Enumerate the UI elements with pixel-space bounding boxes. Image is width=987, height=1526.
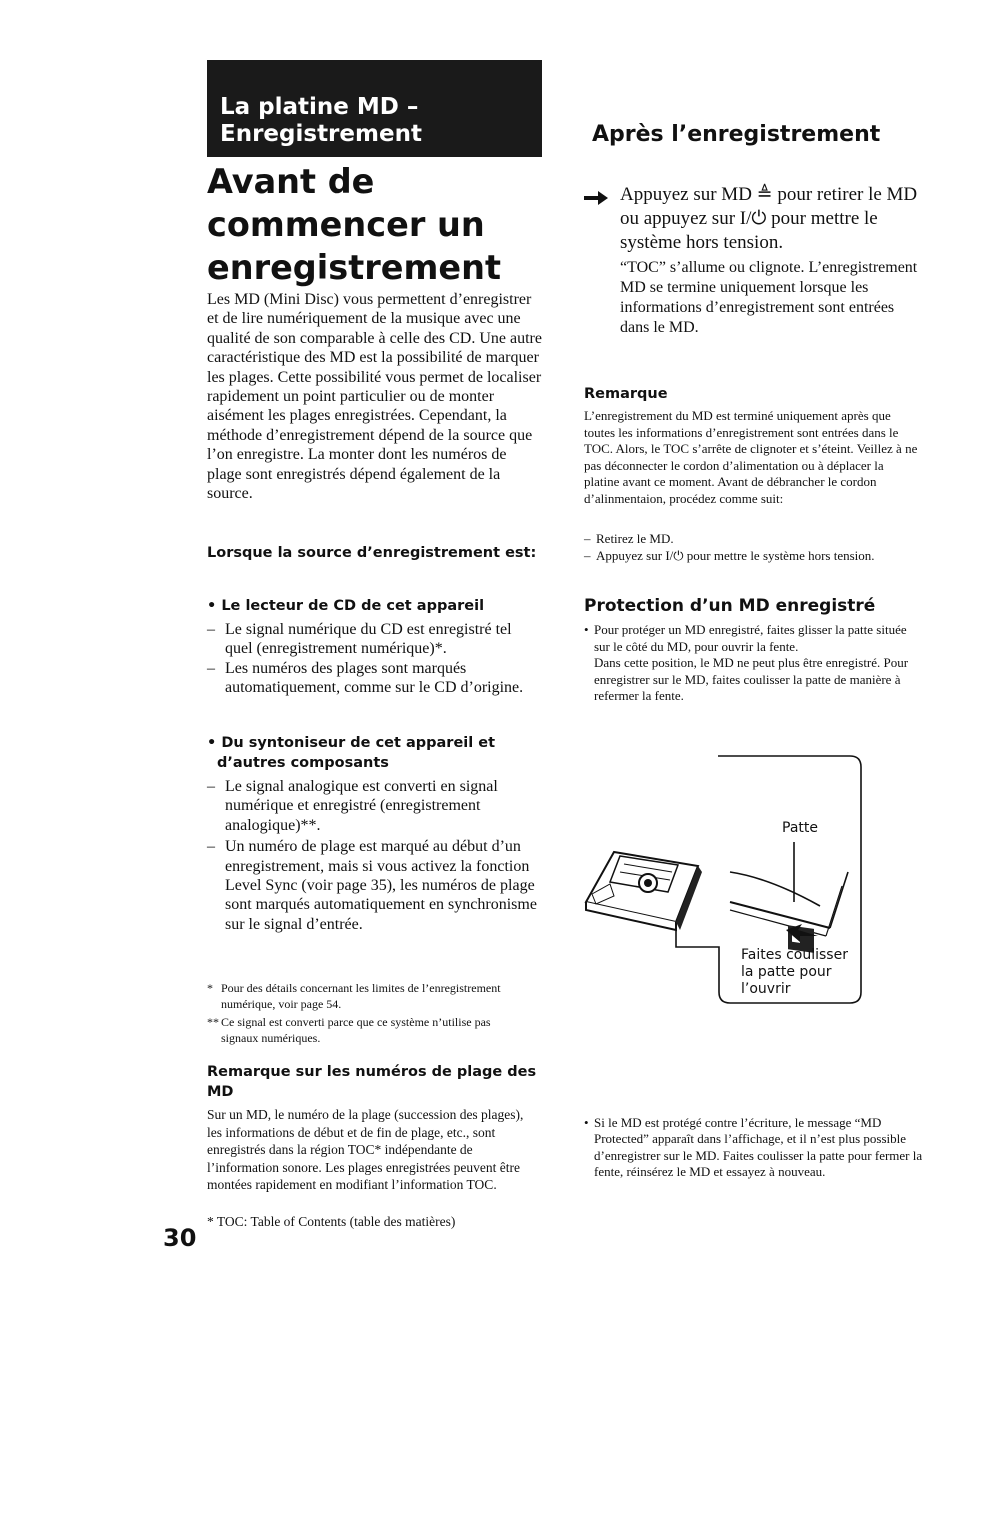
instruction-main bbox=[584, 183, 919, 255]
protect-bullet-1 bbox=[584, 622, 919, 705]
footnote bbox=[207, 980, 507, 1012]
footnote bbox=[207, 1014, 507, 1046]
section-title-line2: Enregistrement bbox=[220, 121, 422, 147]
tab-closeup bbox=[730, 842, 848, 953]
tuner-list bbox=[207, 777, 537, 934]
list-item: – Appuyez sur I/⏻ pour mettre le système hors tension. bbox=[584, 548, 914, 565]
remark-heading: Remarque bbox=[584, 386, 668, 402]
tuner-heading: • Du syntoniseur de cet appareil et d’autres composants bbox=[207, 735, 496, 771]
cd-list bbox=[207, 620, 537, 698]
remark-list bbox=[584, 531, 914, 564]
instruction-detail: “TOC” s’allume ou clignote. L’enregistrement MD se termine uniquement lorsque les informations d’enregistrement sont entrées dans le MD. bbox=[620, 259, 918, 336]
protect-heading: Protection d’un MD enregistré bbox=[584, 596, 876, 616]
intro-paragraph: Les MD (Mini Disc) vous permettent d’enregistrer et de lire numériquement de la musique avec une qualité de son comparable à celle des CD. Une autre caractéristique des MD est la possibilité de marquer les plages. Cette possibilité vous permet de localiser rapidement un point particulier ou de monter aisément les plages enregistrées. Cependant, la méthode d’enregistrement dépend de la source que l’on enregistre. La monter dont les numéros de plage sont enregistrés dépend également de la source. bbox=[207, 291, 542, 503]
toc-note: * TOC: Table of Contents (table des matières) bbox=[207, 1214, 456, 1229]
protect-bullet-1-text: • Pour protéger un MD enregistré, faites glisser la patte située sur le côté du MD, pour ouvrir la fente. bbox=[594, 622, 907, 654]
diagram-label-slide: Faites coulisser la patte pour l’ouvrir bbox=[741, 947, 848, 997]
footnote-mark: ** bbox=[207, 1015, 219, 1029]
md-disc-icon bbox=[586, 852, 702, 930]
page-title-line3: enregistrement bbox=[207, 248, 501, 287]
list-item: – Le signal numérique du CD est enregistré tel quel (enregistrement numérique)*. bbox=[207, 620, 537, 659]
protect-bullet-1-cont: Dans cette position, le MD ne peut plus être enregistré. Pour enregistrer sur le MD, faites coulisser la patte de manière à refermer la fente. bbox=[594, 655, 909, 703]
page-title-line1: Avant de bbox=[207, 162, 375, 201]
page-number: 30 bbox=[163, 1224, 197, 1252]
cd-heading: • Le lecteur de CD de cet appareil bbox=[207, 598, 485, 614]
protect-bullet-2: • Si le MD est protégé contre l’écriture, le message “MD Protected” apparaît dans l’affichage, et il n’est plus possible d’enregistrer sur le MD. Faites coulisser la patte pour fermer la fente, réinsérez le MD et essayez à nouveau. bbox=[584, 1115, 924, 1181]
section-banner bbox=[207, 60, 542, 157]
section-title-right: Après l’enregistrement bbox=[592, 122, 881, 147]
page-title bbox=[207, 160, 537, 289]
footnotes bbox=[207, 980, 507, 1046]
footnote-mark: * bbox=[207, 981, 213, 995]
page-title-line2: commencer un bbox=[207, 205, 485, 244]
remark-paragraph: L’enregistrement du MD est terminé uniquement après que toutes les informations d’enregistrement sont entrées dans le TOC. Alors, le TOC s’arrête de clignoter et s’éteint. Veillez à ne pas déconnecter le cordon d’alimentation ou à déplacer la platine avant ce moment. Avant de débrancher le cordon d’alinmentaion, procédez comme suit: bbox=[584, 408, 918, 506]
list-item: – Un numéro de plage est marqué au début d’un enregistrement, mais si vous activez la fonction Level Sync (voir page 35), les numéros de plage sont marqués automatiquement en synchronisme sur le signal d’entrée. bbox=[207, 837, 537, 934]
list-item: – Retirez le MD. bbox=[584, 531, 914, 548]
instruction-main-text: Appuyez sur MD ≜ pour retirer le MD ou appuyez sur I/⏻ pour mettre le système hors tension. bbox=[620, 184, 918, 253]
list-item: – Le signal analogique est converti en signal numérique et enregistré (enregistrement analogique)**. bbox=[207, 777, 537, 835]
instruction-block bbox=[584, 183, 919, 338]
list-item: – Les numéros des plages sont marqués automatiquement, comme sur le CD d’origine. bbox=[207, 659, 537, 698]
track-heading: Remarque sur les numéros de plage des MD bbox=[207, 1064, 537, 1100]
section-title-line1: La platine MD – bbox=[220, 94, 419, 120]
track-paragraph: Sur un MD, le numéro de la plage (succession des plages), les informations de début et de fin de plage, etc., sont enregistrés dans la région TOC* indépendante de l’information sonore. Les plages enregistrées peuvent être montées rapidement en modifiant l’information TOC. bbox=[207, 1107, 524, 1192]
footnote-text: Pour des détails concernant les limites de l’enregistrement numérique, voir page 54. bbox=[221, 981, 501, 1011]
source-heading: Lorsque la source d’enregistrement est: bbox=[207, 545, 537, 561]
diagram-label-tab: Patte bbox=[782, 820, 818, 836]
arrow-right-icon bbox=[584, 188, 608, 212]
footnote-text: Ce signal est converti parce que ce système n’utilise pas signaux numériques. bbox=[221, 1015, 491, 1045]
